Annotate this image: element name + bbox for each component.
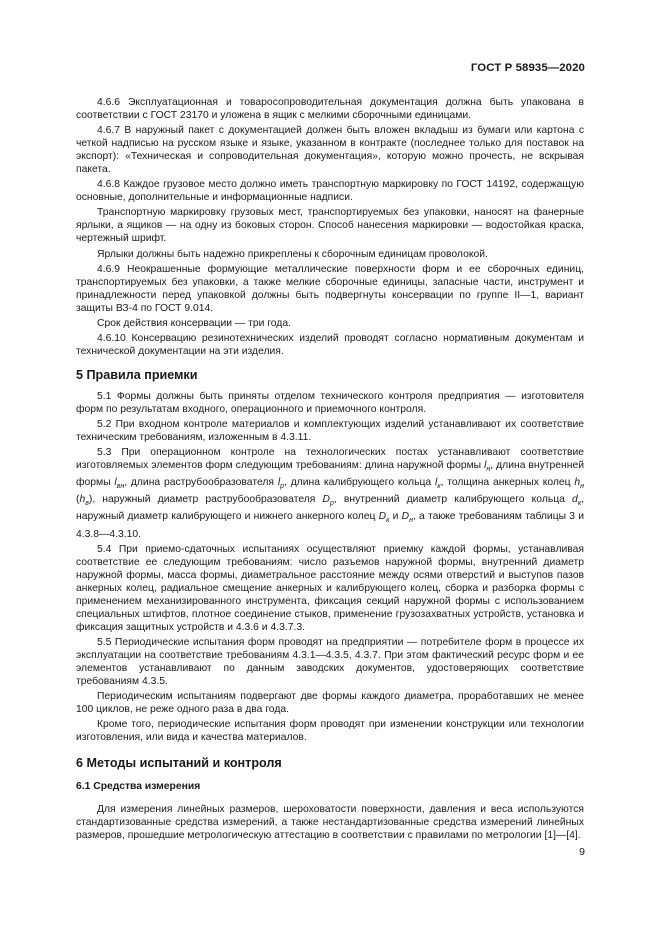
paragraph-5-3: 5.3 При операционном контроле на технологических постах устанавливают соответствие изготовляемых элементов форм следующим требованиям: длина наружной формы $l_н$, длина внутренней формы $l_{вн}$, длина раструбообразователя $l_р$, длина калибрующего кольца $l_к$, толщина анкерных колец $h_н$ $(h_в)$, наружный диаметр раструбообразователя $D_р$, внутренний диаметр калибрующего кольца $d_к$, наружный диаметр калибрующего и нижнего анкерного колец $D_к$ и $D_н$, а также требованиям таблицы 3 и 4.3.8—4.3.10. xyxy=(76,447,585,540)
paragraph-marking: Транспортную маркировку грузовых мест, транспортируемых без упаковки, наносят на фанерные ярлыки, а ящиков — на одну из боковых сторон. Способ нанесения маркировки — водостойкая краска, чертежный шрифт. xyxy=(76,207,584,245)
document-code: ГОСТ Р 58935—2020 xyxy=(470,62,585,74)
paragraph-periodic-changes: Кроме того, периодические испытания форм проводят при изменении конструкции или технологии изготовления, или вида и качества материалов. xyxy=(76,719,584,744)
paragraph-5-4: 5.4 При приемо-сдаточных испытаниях осуществляют приемку каждой формы, устанавливая соответствие ее следующим требованиям: число разъемов наружной формы, внутренний диаметр наружной формы, масса формы, диаметральное расстояние между осями отверстий и выступов пазов анкерных колец, радиальное смещение анкерных и калибрующего колец, сборка и разборка формы с применением механизированного инструмента, фиксация секций наружной формы с использованием специальных штифтов, плотное соединение стыков, применение грузозахватных устройств, установка и фиксация защитных устройств и 4.3.6 и 4.3.7.3. xyxy=(76,543,584,633)
paragraph-6-1: Для измерения линейных размеров, шероховатости поверхности, давления и веса используются стандартизованные средства измерений, а также нестандартизованные средства измерений линейных размеров, прошедшие метрологическую аттестацию в соответствии с правилами по метрологии [1]—[4]. xyxy=(76,804,584,842)
paragraph-4-6-7: 4.6.7 В наружный пакет с документацией должен быть вложен вкладыш из бумаги или картона с четкой надписью на русском языке и языке, указанном в контракте (последнее только для поставок на экспорт): «Техническая и сопроводительная документация», которую можно прочесть, не вскрывая пакета. xyxy=(76,125,584,176)
section-6-heading: 6 Методы испытаний и контроля xyxy=(76,756,282,771)
paragraph-5-2: 5.2 При входном контроле материалов и комплектующих изделий устанавливают их соответствие техническим требованиям, изложенным в 4.3.11. xyxy=(76,418,584,444)
section-5-heading: 5 Правила приемки xyxy=(76,367,198,382)
page-number: 9 xyxy=(579,846,585,858)
paragraph-periodic-tests: Периодическим испытаниям подвергают две формы каждого диаметра, проработавших не менее 100 циклов, не реже одного раза в два года. xyxy=(76,691,584,716)
page-content xyxy=(76,96,584,842)
paragraph-4-6-10: 4.6.10 Консервацию резинотехнических изделий проводят согласно нормативным документам и технической документации на эти изделия. xyxy=(76,332,584,357)
subsection-6-1-heading: 6.1 Средства измерения xyxy=(76,781,201,793)
paragraph-4-6-9: 4.6.9 Неокрашенные формующие металлические поверхности форм и ее сборочных единиц, транспортируемых без упаковки, а также мелкие сборочные единицы, запасные части, инструмент и принадлежности перед упаковкой должны быть подвергнуты консервации по группе II—1, вариант защиты ВЗ-4 по ГОСТ 9.014. xyxy=(76,263,584,314)
paragraph-labels: Ярлыки должны быть надежно прикреплены к сборочным единицам проволокой. xyxy=(97,248,488,260)
paragraph-5-5: 5.5 Периодические испытания форм проводят на предприятии — потребителе форм в процессе их эксплуатации на соответствие требованиям 4.3.1—4.3.5, 4.3.7. При этом фактический ресурс форм и ее элементов устанавливают по данным заводских документов, удостоверяющих соответствие требованиям 4.3.5. xyxy=(76,636,584,688)
paragraph-4-6-6: 4.6.6 Эксплуатационная и товаросопроводительная документация должна быть упакована в соответствии с ГОСТ 23170 и уложена в ящик с мелкими сборочными единицами. xyxy=(76,97,584,122)
paragraph-5-1: 5.1 Формы должны быть приняты отделом технического контроля предприятия — изготовителя форм по результатам входного, операционного и приемочного контроля. xyxy=(76,390,584,415)
paragraph-conservation-term: Срок действия консервации — три года. xyxy=(97,317,291,329)
paragraph-4-6-8: 4.6.8 Каждое грузовое место должно иметь транспортную маркировку по ГОСТ 14192, содержащую основные, дополнительные и информационные надписи. xyxy=(76,179,584,204)
